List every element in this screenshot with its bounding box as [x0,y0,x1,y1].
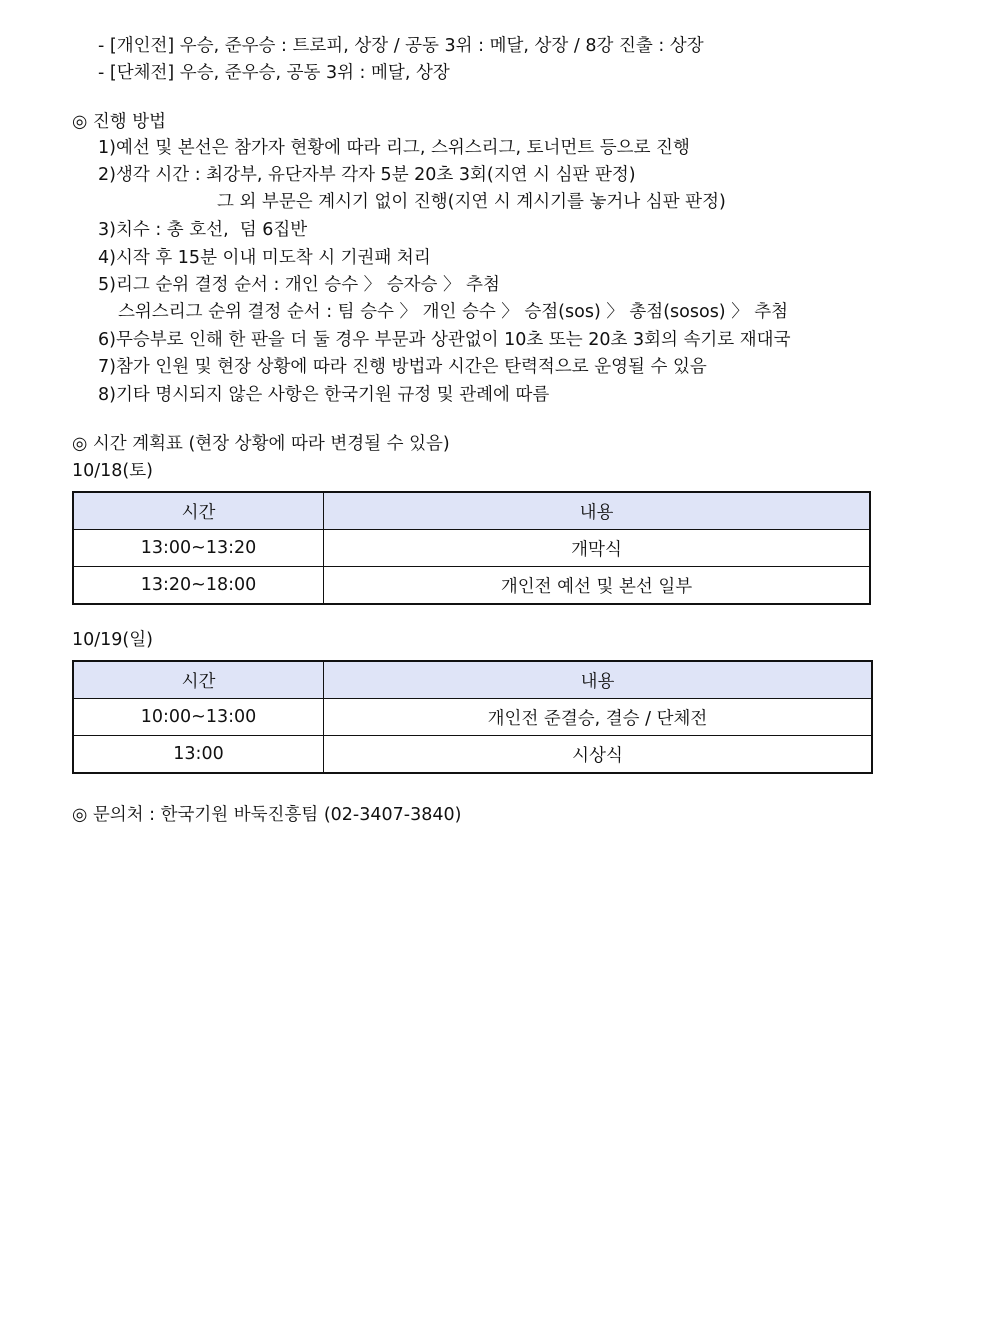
cell-content: 개인전 준결승, 결승 / 단체전 [324,699,873,736]
cell-time: 13:00 [73,736,324,774]
cell-time: 10:00~13:00 [73,699,324,736]
procedure-item: 8)기타 명시되지 않은 사항은 한국기원 규정 및 관례에 따름 [98,385,550,405]
prize-individual-line: - [개인전] 우승, 준우승 : 트로피, 상장 / 공동 3위 : 메달, 상장 / 8강 진출 : 상장 [98,36,704,56]
procedure-item-continuation: 스위스리그 순위 결정 순서 : 팀 승수 〉 개인 승수 〉 승점(sos) 〉 총점(sosos) 〉 추첨 [118,302,789,322]
schedule-table-day-2 [72,660,873,774]
prize-team-line: - [단체전] 우승, 준우승, 공동 3위 : 메달, 상장 [98,63,450,83]
schedule-heading: ◎ 시간 계획표 (현장 상황에 따라 변경될 수 있음) [72,434,450,454]
cell-time: 13:20~18:00 [73,567,324,605]
column-header-time: 시간 [73,492,324,530]
table-row [73,699,872,736]
procedure-item: 1)예선 및 본선은 참가자 현황에 따라 리그, 스위스리그, 토너먼트 등으로 진행 [98,138,690,158]
schedule-day-1-date: 10/18(토) [72,461,153,481]
schedule-day-2-date: 10/19(일) [72,630,153,650]
procedure-heading: ◎ 진행 방법 [72,112,167,132]
procedure-item: 3)치수 : 총 호선, 덤 6집반 [98,220,308,240]
cell-content: 시상식 [324,736,873,774]
table-row [73,567,870,605]
table-row [73,736,872,774]
table-row [73,530,870,567]
table-header-row [73,492,870,530]
procedure-item: 4)시작 후 15분 이내 미도착 시 기권패 처리 [98,248,431,268]
procedure-item: 6)무승부로 인해 한 판을 더 둘 경우 부문과 상관없이 10초 또는 20초 3회의 속기로 재대국 [98,330,791,350]
cell-time: 13:00~13:20 [73,530,324,567]
cell-content: 개막식 [324,530,871,567]
column-header-content: 내용 [324,492,871,530]
procedure-item: 7)참가 인원 및 현장 상황에 따라 진행 방법과 시간은 탄력적으로 운영될 수 있음 [98,357,707,377]
contact-line: ◎ 문의처 : 한국기원 바둑진흥팀 (02-3407-3840) [72,805,462,825]
schedule-table-day-1 [72,491,871,605]
column-header-time: 시간 [73,661,324,699]
cell-content: 개인전 예선 및 본선 일부 [324,567,871,605]
procedure-item: 5)리그 순위 결정 순서 : 개인 승수 〉 승자승 〉 추첨 [98,275,500,295]
table-header-row [73,661,872,699]
procedure-item: 2)생각 시간 : 최강부, 유단자부 각자 5분 20초 3회(지연 시 심판 판정) [98,165,636,185]
procedure-item-continuation: 그 외 부문은 계시기 없이 진행(지연 시 계시기를 놓거나 심판 판정) [217,192,726,212]
column-header-content: 내용 [324,661,873,699]
